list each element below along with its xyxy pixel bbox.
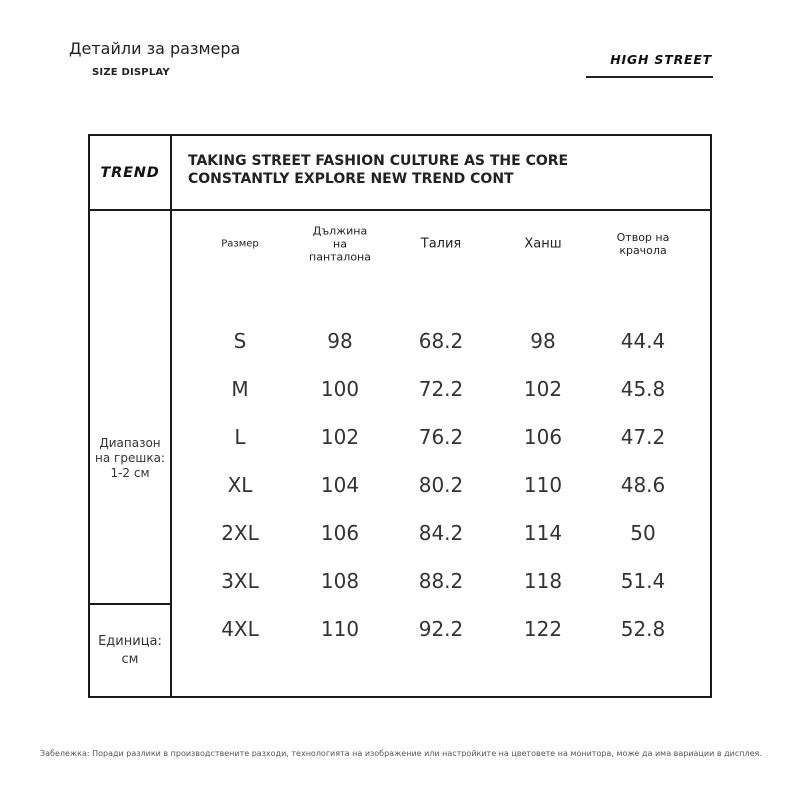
measurement-cell: 106 xyxy=(320,521,360,545)
tagline-line-2: CONSTANTLY EXPLORE NEW TREND CONT xyxy=(188,171,514,187)
size-label-cell: 4XL xyxy=(221,617,259,641)
trend-label: TREND xyxy=(100,164,160,181)
measurement-cell: 100 xyxy=(320,377,360,401)
size-label-cell: 2XL xyxy=(221,521,259,545)
measurement-cell: 118 xyxy=(523,569,563,593)
size-label-cell: XL xyxy=(227,473,253,497)
measurement-cell: 98 xyxy=(327,329,353,353)
column-header-line: панталона xyxy=(309,250,371,264)
measurement-cell: 88.2 xyxy=(418,569,464,593)
table-side-divider xyxy=(90,603,170,605)
brand-underline xyxy=(586,76,713,78)
measurement-cell: 44.4 xyxy=(620,329,666,353)
measurement-cell: 110 xyxy=(320,617,360,641)
size-label-cell: L xyxy=(234,425,246,449)
measurement-cell: 122 xyxy=(523,617,563,641)
measurement-cell: 108 xyxy=(320,569,360,593)
tolerance-note-line: на грешка: xyxy=(95,451,165,465)
column-header-line: на xyxy=(333,237,347,251)
measurement-cell: 104 xyxy=(320,473,360,497)
measurement-cell: 106 xyxy=(523,425,563,449)
measurement-cell: 50 xyxy=(630,521,656,545)
size-label-cell: M xyxy=(231,377,249,401)
column-header-line: Талия xyxy=(420,236,462,252)
column-header-line: Размер xyxy=(221,238,259,250)
size-label-cell: 3XL xyxy=(221,569,259,593)
page-title: Детайли за размера xyxy=(69,39,241,58)
measurement-cell: 52.8 xyxy=(620,617,666,641)
tolerance-note xyxy=(90,436,170,481)
column-header-line: Ханш xyxy=(524,236,562,252)
measurement-cell: 48.6 xyxy=(620,473,666,497)
measurement-cell: 114 xyxy=(523,521,563,545)
tolerance-note-line: 1-2 см xyxy=(110,466,150,480)
unit-note-line: см xyxy=(121,652,139,667)
column-header xyxy=(190,238,290,251)
column-header xyxy=(593,231,693,257)
tolerance-note-line: Диапазон xyxy=(99,436,161,450)
measurement-cell: 72.2 xyxy=(418,377,464,401)
measurement-cell: 98 xyxy=(530,329,556,353)
measurement-cell: 76.2 xyxy=(418,425,464,449)
measurement-cell: 51.4 xyxy=(620,569,666,593)
table-vertical-divider xyxy=(170,136,172,696)
unit-note-line: Единица: xyxy=(98,634,162,649)
tagline-line-1: TAKING STREET FASHION CULTURE AS THE CORE xyxy=(188,153,569,169)
brand-label: HIGH STREET xyxy=(610,52,712,67)
table-header-divider xyxy=(90,209,710,211)
unit-note xyxy=(90,633,170,669)
measurement-cell: 68.2 xyxy=(418,329,464,353)
column-header xyxy=(391,238,491,251)
tagline xyxy=(188,152,568,188)
measurement-cell: 92.2 xyxy=(418,617,464,641)
column-header-line: Дължина xyxy=(312,224,368,238)
size-label-cell: S xyxy=(233,329,247,353)
size-table xyxy=(88,134,712,698)
measurement-cell: 84.2 xyxy=(418,521,464,545)
measurement-cell: 45.8 xyxy=(620,377,666,401)
page-subtitle: SIZE DISPLAY xyxy=(92,67,170,78)
measurement-cell: 80.2 xyxy=(418,473,464,497)
disclaimer-note: Забележка: Поради разлики в производствените разходи, технологията на изображение или настройките на цветовете на монитора, може да има вариации в дисплея. xyxy=(40,749,762,758)
measurement-cell: 102 xyxy=(523,377,563,401)
column-header xyxy=(493,238,593,251)
measurement-cell: 110 xyxy=(523,473,563,497)
column-header-line: Отвор на крачола xyxy=(616,231,670,257)
column-header xyxy=(290,225,390,264)
measurement-cell: 102 xyxy=(320,425,360,449)
measurement-cell: 47.2 xyxy=(620,425,666,449)
